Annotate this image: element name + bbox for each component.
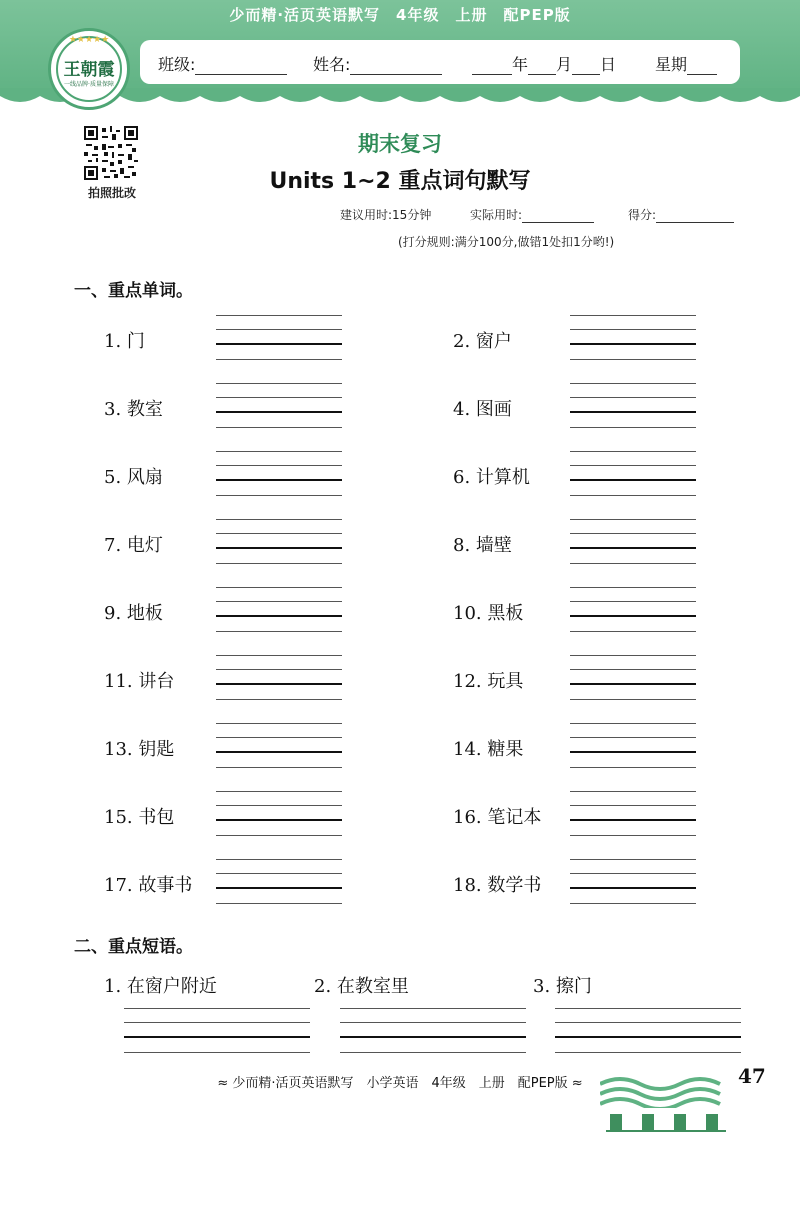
word-prompt: 17. 故事书 bbox=[104, 875, 193, 896]
phrase-prompt: 1. 在窗户附近 bbox=[104, 976, 217, 997]
month-label: 月 bbox=[556, 55, 573, 74]
weekday-blank[interactable] bbox=[687, 58, 717, 75]
section-title: 期末复习 bbox=[358, 132, 442, 156]
actual-time-blank[interactable] bbox=[522, 209, 594, 223]
name-label: 姓名: bbox=[313, 55, 351, 74]
page-number: 47 bbox=[738, 1064, 766, 1088]
word-prompt: 1. 门 bbox=[104, 331, 145, 352]
weekday-label: 星期 bbox=[655, 55, 688, 74]
day-label: 日 bbox=[600, 55, 617, 74]
word-prompt: 8. 墙壁 bbox=[453, 535, 512, 556]
word-answer-lines[interactable] bbox=[216, 587, 342, 633]
name-blank[interactable] bbox=[350, 58, 442, 75]
word-answer-lines[interactable] bbox=[216, 519, 342, 565]
year-label: 年 bbox=[512, 55, 529, 74]
main-title: Units 1~2 重点词句默写 bbox=[269, 169, 531, 194]
word-answer-lines[interactable] bbox=[216, 383, 342, 429]
word-answer-lines[interactable] bbox=[570, 315, 696, 361]
footer-wave-icon bbox=[600, 1068, 740, 1108]
year-blank[interactable] bbox=[472, 58, 512, 75]
word-prompt: 16. 笔记本 bbox=[453, 807, 542, 828]
phrase-answer-lines[interactable] bbox=[340, 1008, 526, 1054]
word-answer-lines[interactable] bbox=[570, 859, 696, 905]
word-answer-lines[interactable] bbox=[570, 519, 696, 565]
phrase-prompt: 2. 在教室里 bbox=[314, 976, 409, 997]
logo-text: 王朝霞 bbox=[63, 60, 115, 80]
phrase-prompt: 3. 擦门 bbox=[533, 976, 592, 997]
series-title: 少而精·活页英语默写 4年级 上册 配PEP版 bbox=[229, 6, 571, 24]
score-field[interactable] bbox=[628, 206, 734, 223]
words-heading: 一、重点单词。 bbox=[74, 281, 193, 301]
word-answer-lines[interactable] bbox=[570, 791, 696, 837]
word-prompt: 7. 电灯 bbox=[104, 535, 163, 556]
logo-stars-icon: ★★★★★ bbox=[68, 35, 110, 45]
class-field[interactable] bbox=[158, 52, 287, 75]
word-prompt: 12. 玩具 bbox=[453, 671, 524, 692]
footer-text: ≈ 少而精·活页英语默写 小学英语 4年级 上册 配PEP版 ≈ bbox=[217, 1076, 583, 1091]
word-prompt: 15. 书包 bbox=[104, 807, 175, 828]
class-label: 班级: bbox=[158, 55, 196, 74]
score-blank[interactable] bbox=[656, 209, 734, 223]
word-answer-lines[interactable] bbox=[216, 791, 342, 837]
word-prompt: 4. 图画 bbox=[453, 399, 512, 420]
logo-subtext: 一线品牌·质量保障 bbox=[64, 81, 114, 88]
word-prompt: 11. 讲台 bbox=[104, 671, 175, 692]
phrase-answer-lines[interactable] bbox=[555, 1008, 741, 1054]
word-prompt: 5. 风扇 bbox=[104, 467, 163, 488]
word-answer-lines[interactable] bbox=[570, 587, 696, 633]
suggested-time: 建议用时:15分钟 bbox=[340, 208, 432, 222]
brand-logo bbox=[48, 28, 130, 110]
date-field[interactable] bbox=[472, 52, 616, 75]
word-answer-lines[interactable] bbox=[216, 723, 342, 769]
word-answer-lines[interactable] bbox=[216, 859, 342, 905]
word-prompt: 10. 黑板 bbox=[453, 603, 524, 624]
class-blank[interactable] bbox=[195, 58, 287, 75]
word-answer-lines[interactable] bbox=[570, 723, 696, 769]
qr-label: 拍照批改 bbox=[87, 186, 136, 200]
month-blank[interactable] bbox=[528, 58, 556, 75]
word-answer-lines[interactable] bbox=[570, 383, 696, 429]
word-prompt: 14. 糖果 bbox=[453, 739, 524, 760]
word-prompt: 13. 钥匙 bbox=[104, 739, 175, 760]
score-label: 得分: bbox=[628, 208, 657, 222]
word-answer-lines[interactable] bbox=[570, 655, 696, 701]
word-answer-lines[interactable] bbox=[216, 451, 342, 497]
word-prompt: 3. 教室 bbox=[104, 399, 163, 420]
footer-bars-icon bbox=[606, 1112, 726, 1134]
actual-time-field[interactable] bbox=[470, 206, 594, 223]
day-blank[interactable] bbox=[572, 58, 600, 75]
name-field[interactable] bbox=[313, 52, 442, 75]
phrases-heading: 二、重点短语。 bbox=[74, 937, 193, 957]
word-answer-lines[interactable] bbox=[216, 655, 342, 701]
scoring-rule: (打分规则:满分100分,做错1处扣1分哟!) bbox=[398, 235, 615, 249]
weekday-field[interactable] bbox=[655, 52, 717, 75]
word-prompt: 18. 数学书 bbox=[453, 875, 542, 896]
word-answer-lines[interactable] bbox=[570, 451, 696, 497]
word-prompt: 6. 计算机 bbox=[453, 467, 530, 488]
word-prompt: 9. 地板 bbox=[104, 603, 163, 624]
word-answer-lines[interactable] bbox=[216, 315, 342, 361]
actual-time-label: 实际用时: bbox=[470, 208, 523, 222]
phrase-answer-lines[interactable] bbox=[124, 1008, 310, 1054]
word-prompt: 2. 窗户 bbox=[453, 331, 512, 352]
